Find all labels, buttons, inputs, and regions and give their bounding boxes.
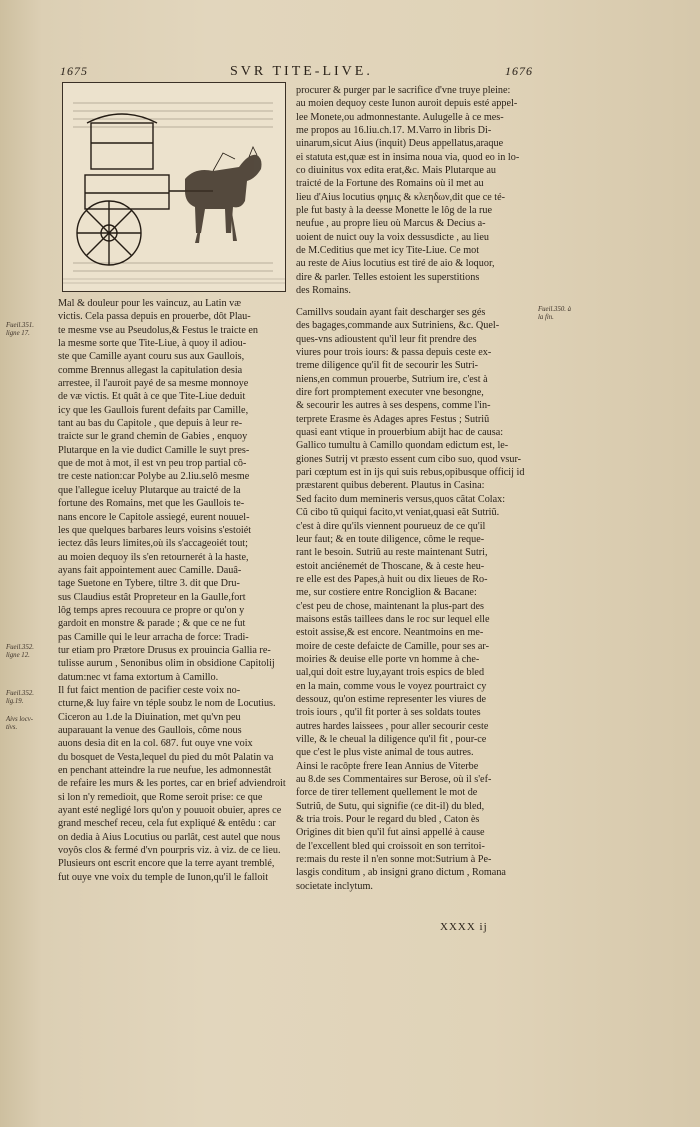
text-line: trois iours , qu'il fit porter à ses soldats toutes [296, 707, 481, 719]
margin-note-left-1: Fueil.351. ligne 17. [6, 322, 34, 337]
text-line: traicte sur le grand chemin de Gabies , enquoy [58, 431, 248, 443]
text-line: me, sur costiere entre Ronciglion & Bacane: [296, 587, 477, 599]
text-line: autres hardes laissees , pour aller secourir ceste [296, 720, 489, 732]
text-line: que de mot à mot, il est vn peu trop partial cô- [58, 458, 247, 470]
text-line: arrestee, il l'auroit payé de sa mesme monnoye [58, 378, 249, 390]
text-line: iectez dâs leurs limites,où ils s'accageoiét tout; [58, 538, 248, 550]
text-line: lieu d'Aius locutius φημις & κλεηδων,dit que ce té- [296, 191, 506, 203]
text-line: dire fort promptement executer vne besongne, [296, 387, 484, 399]
text-line: estoit anciénemét de Thoscane, & à ceste heu- [296, 560, 485, 572]
margin-note-left-4: Aivs locv-tivs. [6, 716, 33, 731]
text-line: sus Claudius estât Propreteur en la Gaulle,fort [58, 591, 246, 603]
text-line: Origines dit bien qu'il fut ainsi appellé à cause [296, 827, 485, 839]
text-line: uinarum,sicut Aius (inquit) Deus appellatus,araque [296, 138, 504, 150]
text-line: au 8.de ses Commentaires sur Berose, où il s'ef- [296, 774, 492, 786]
text-line: tant au bas du Capitole , que depuis à leur re- [58, 418, 243, 430]
text-line: re:mais du reste il n'en sonne mot:Sutrium à Pe- [296, 854, 492, 866]
text-line: traicté de la Fortune des Romains où il met au [296, 178, 484, 190]
text-line: estoit assise,& est encore. Neantmoins en me- [296, 627, 484, 639]
text-line: uoient de nuict ouy la voix dessusdicte , au lieu [296, 231, 489, 243]
text-line: ville, & le cheual la diligence qu'il fit , pour-ce [296, 734, 487, 745]
text-line: Cũ cibo tũ quiqui facito,vt veniat,quasi eãt Sutriũ. [296, 507, 500, 519]
right-column-top-text [296, 84, 536, 304]
text-line: ei statuta est,quæ est in insima noua via, quod eo in lo- [296, 151, 520, 163]
text-line: au moien dequoy ceste Iunon auroit depuis esté appel- [296, 98, 518, 110]
text-line: Sed facito dum memineris versus,quos cãtat Colax: [296, 493, 506, 505]
text-line: Gallico tumultu à Camillo quondam edictum est, le- [296, 440, 509, 452]
text-line: niens,en commun prouerbe, Sutrium ire, c'est à [296, 373, 488, 385]
text-line: que c'est le plus viste animal de tous autres. [296, 747, 474, 759]
text-line: maisons estâs taillees dans le roc sur lequel elle [296, 613, 490, 625]
running-title: SVR TITE-LIVE. [230, 64, 373, 79]
text-line: fortune des Romains, met que les Gaullois te- [58, 498, 245, 510]
text-line: comme Brennus allegast la capitulation desia [58, 364, 243, 376]
text-line: & tria trois. Pour le regard du bled , Caton ès [296, 814, 480, 826]
text-line: Ciceron au 1.de la Diuination, met qu'vn peu [58, 711, 241, 723]
text-line: giones Sutrij vt præsto essent cum cibo suo, quod vsur- [296, 453, 522, 465]
text-line: Sutriũ, de Sutu, qui signifie (ce dit-il) du bled, [296, 800, 485, 812]
page-number-left: 1675 [60, 64, 88, 78]
text-line: des bagages,commande aux Sutriniens, &c. Quel- [296, 320, 500, 332]
text-line: on dedia à Aius Locutius ou parlât, cest autel que nous [58, 831, 281, 843]
text-line: moiries & deuise elle porte vn homme à che- [296, 653, 480, 665]
text-line: pas Camille qui le leur arracha de force: Tradi- [58, 631, 249, 643]
text-line: quasi eant vtique in prouerbium abijt hac de causa: [296, 427, 504, 439]
text-line: ste que Camille ayant couru sus aux Gaullois, [58, 351, 245, 363]
text-line: grand meschef receu, cela fut expliqué & entêdu : car [58, 818, 276, 830]
text-line: moire de ceste defaicte de Camille, pour ses ar- [296, 640, 489, 652]
chariot-woodcut-illustration [62, 82, 286, 292]
text-line: pari cœptum est in ijs qui suis rebus,opibusque officij id [296, 467, 525, 479]
text-line: rant le besoin. Sutriũ au reste maintenant Sutri, [296, 547, 488, 559]
margin-note-left-2: Fueil.352. ligne 12. [6, 644, 34, 659]
left-column-text [58, 297, 288, 1031]
text-line: co diuinitus vox edita erat,&c. Mais Plutarque au [296, 165, 497, 177]
text-line: tulisse aurum , Senonibus olim in obsidione Capitolij [58, 658, 275, 670]
text-line: si lon n'y remedioit, que Rome seroit prise: ce que [58, 791, 263, 803]
text-line: ayant esté negligé lors qu'on y pouuoit obuier, apres ce [58, 805, 282, 817]
text-line: icy que les Gaullois furent defaits par Camille, [58, 404, 249, 416]
text-line: force de tirer tellement quellement le mot de [296, 787, 478, 799]
text-line: viures pour trois iours: & passa depuis ceste ex- [296, 347, 492, 359]
text-line: societate inclytum. [296, 880, 373, 892]
text-line: Plutarque en la vie dudict Camille le suyt pres- [58, 444, 250, 456]
text-line: que l'allegue iceluy Plutarque au traicté de la [58, 484, 241, 496]
text-line: les que quelques barbares leurs voisins s'estoiét [58, 524, 252, 536]
text-line: procurer & purger par le sacrifice d'vne truye pleine: [296, 85, 511, 96]
text-line: leur faut; & en toute diligence, côme le reque- [296, 533, 485, 545]
signature-mark: XXXX ij [440, 921, 488, 933]
text-line: Mal & douleur pour les vaincuz, au Latin væ [58, 298, 242, 309]
text-line: nans encore le Capitole assiegé, eurent nouuel- [58, 511, 250, 523]
text-line: te mesme vse au Pseudolus,& Festus le traicte en [58, 324, 259, 336]
text-line: de væ victis. Et quât à ce que Tite-Liue deduit [58, 391, 246, 403]
text-line: datum:nec vt fama extortum à Camillo. [58, 671, 219, 683]
text-line: c'est peu de chose, maintenant la plus-part des [296, 600, 484, 612]
text-line: ple fut basty à la deesse Monette le lôg de la rue [296, 205, 493, 217]
text-line: auparauant la venue des Gaullois, côme nous [58, 725, 242, 736]
text-line: la mesme sorte que Tite-Liue, à quoy il adiou- [58, 338, 247, 350]
text-line: terprete Erasme ès Adages apres Festus ; Sutriũ [296, 413, 490, 425]
text-line: au reste de Aius locutius est tiré de aio & loquor, [296, 258, 495, 270]
text-line: Plusieurs ont escrit encore que la terre ayant tremblé, [58, 858, 275, 870]
text-line: Ainsi le racôpte frere Iean Annius de Viterbe [296, 760, 479, 772]
text-line: me propos au 16.liu.ch.17. M.Varro in libris Di- [296, 125, 492, 137]
text-line: ual,qui doit estre luy,ayant trois espics de bled [296, 667, 485, 679]
right-column-main-text [296, 306, 536, 926]
text-line: dessouz, qu'on estime representer les viures de [296, 693, 486, 705]
text-line: præstarent quibus deberent. Plautus in Casina: [296, 480, 485, 492]
text-line: tage Suetone en Tybere, tiltre 3. dit que Dru- [58, 578, 240, 590]
text-line: Camillvs soudain ayant fait descharger ses gés [296, 307, 486, 318]
text-line: fut ouye vne voix du temple de Iunon,qu'il le falloit [58, 871, 269, 883]
text-line: de l'excellent bled qui croissoit en son territoi- [296, 840, 485, 852]
text-line: lasgis conditum , ab insigni grano dictum , Romana [296, 867, 506, 879]
text-line: dire & parler. Telles estoient les superstitions [296, 271, 480, 283]
text-line: du bosquet de Vesta,lequel du pied du môt Palatin va [58, 751, 274, 763]
text-line: lôg temps apres recouura ce propre or qu'on y [58, 604, 245, 616]
page-number-right: 1676 [505, 64, 533, 78]
text-line: c'est à dire qu'ils viennent pourueuz de ce qu'il [296, 520, 486, 532]
margin-note-right-1: Fueil.350. à la fin. [538, 306, 572, 321]
text-line: en penchant atteindre la rue neufue, les admonnestât [58, 765, 272, 777]
text-line: voyôs clos & fermé d'vn pourpris viz. à viz. de ce lieu. [58, 845, 281, 857]
text-line: des Romains. [296, 285, 351, 297]
text-line: lee Monete,ou admonnestante. Aulugelle à ce mes- [296, 111, 504, 123]
text-line: re elle est des Papes,à huit ou dix lieues de Ro- [296, 573, 488, 585]
text-line: cturne,& luy faire vn téple soubz le nom de Locutius. [58, 698, 276, 710]
text-line: treme diligence qu'il fit de secourir les Sutri- [296, 360, 479, 372]
text-line: victis. Cela passa depuis en prouerbe, dôt Plau- [58, 311, 251, 323]
text-line: neufue , au propre lieu où Marcus & Decius a- [296, 218, 486, 230]
text-line: ques-vns adioustent qu'il leur fit prendre des [296, 333, 477, 345]
text-line: en la main, comme vous le voyez pourtraict cy [296, 680, 487, 692]
text-line: tur etiam pro Prætore Drusus ex prouincia Gallia re- [58, 644, 271, 656]
text-line: au moien dequoy ils s'en retournerét à la haste, [58, 551, 249, 563]
chariot-woodcut-drawing [63, 83, 285, 291]
text-line: & secourir les autres à ses despens, comme l'in- [296, 400, 491, 412]
text-line: de refaire les murs & les portes, car en brief adviendroit [58, 778, 286, 790]
text-line: de M.Ceditius que met icy Tite-Liue. Ce mot [296, 245, 480, 257]
text-line: ayans fait appointement auec Camille. Dauâ- [58, 564, 242, 576]
margin-note-left-3: Fueil.352. lig.19. [6, 690, 34, 705]
text-line: auons desia dit en la col. 687. fut ouye vne voix [58, 738, 253, 750]
text-line: tre ceste nation:car Polybe au 2.liu.selô mesme [58, 471, 250, 483]
text-line: gardoit en monstre & parade ; & que ce ne fut [58, 618, 246, 630]
text-line: Il fut faict mention de pacifier ceste voix no- [58, 684, 241, 696]
